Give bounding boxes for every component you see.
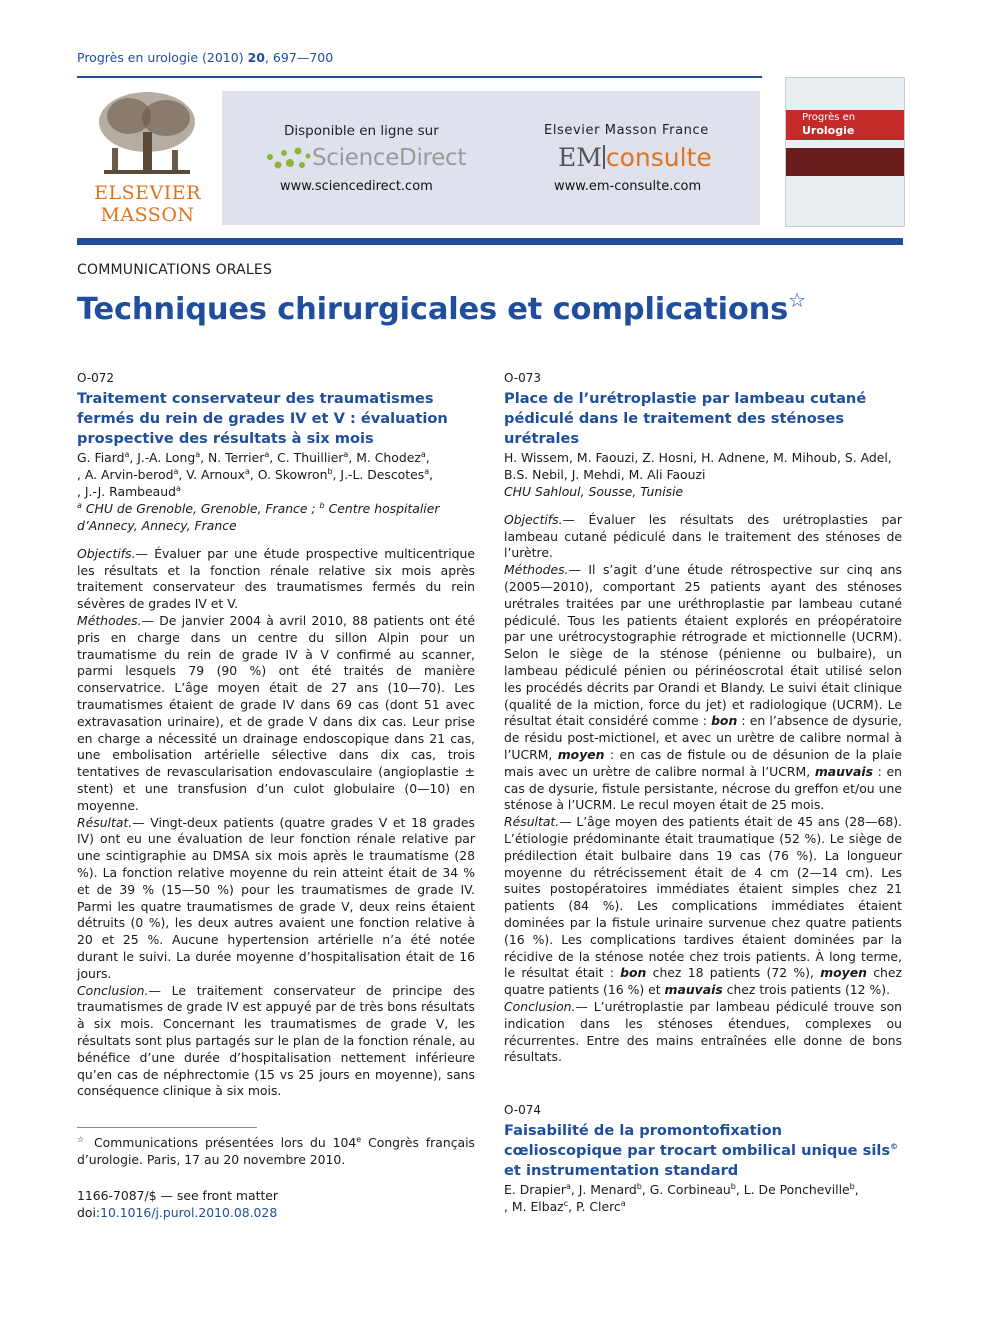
keyword-bon: bon [620, 965, 647, 981]
keyword-mauvais: mauvais [664, 982, 723, 998]
affiliation: CHU de Grenoble, Grenoble, France ; [85, 500, 320, 516]
em-consulte-url[interactable]: www.em-consulte.com [554, 179, 702, 194]
affiliation: Centre hospitalier d’Annecy, Annecy, France [77, 500, 440, 533]
em-logo-bar [603, 145, 605, 169]
methodes-text: : en cas de dysurie, fistule persistante, nécrose du greffon et/ou une sténose à l’UCRM. Le recul moyen était de 25 mois. [504, 763, 903, 813]
abstract-affiliations: CHU Sahloul, Sousse, Tunisie [504, 483, 684, 499]
em-consulte-label: Elsevier Masson France [544, 123, 709, 138]
abstract-authors: H. Wissem, M. Faouzi, Z. Hosni, H. Adnene, M. Mihoub, S. Adel, B.S. Nebil, J. Mehdi, M. Ali Faouzi [504, 449, 892, 482]
elsevier-masson-logo [90, 88, 205, 226]
author: , J.-A. Long [129, 449, 196, 465]
resultat-text: chez 18 patients (72 %), [646, 965, 821, 981]
right-column [504, 370, 902, 1215]
abstract-o073 [504, 370, 902, 1066]
author: , M. Elbaz [504, 1198, 564, 1214]
author: , P. Clerc [568, 1198, 621, 1214]
affiliation-sup: c [563, 1198, 569, 1208]
methodes-label: Méthodes.— [504, 562, 581, 578]
affiliation-sup: a [264, 449, 270, 459]
sciencedirect-label: Disponible en ligne sur [284, 123, 439, 139]
footnote [77, 1134, 475, 1168]
affiliation-sup: a [124, 449, 130, 459]
em-consulte-logo [558, 143, 712, 172]
title-footnote-mark[interactable]: ☆ [788, 288, 806, 312]
cover-title-line-2: Urologie [802, 124, 855, 137]
objectifs-text: Évaluer les résultats des urétroplasties par lambeau cutané pédiculé dans le traitement des sténoses de l’urètre. [504, 511, 902, 561]
abstract-title: Traitement conservateur des traumatismes fermés du rein de grades IV et V : évaluation prospective des résultats à six mois [77, 389, 448, 447]
affiliation-sup: a [244, 466, 250, 476]
affiliation-sup: b [730, 1181, 736, 1191]
abstract-o072 [77, 370, 475, 1100]
front-matter-info [77, 1187, 278, 1221]
author: , C. Thuillier [269, 449, 344, 465]
resultat-text: chez quatre patients (16 %) et [504, 965, 902, 998]
affiliation-sup: a [77, 500, 82, 510]
affiliation-sup: a [565, 1181, 571, 1191]
author: , J.-J. Rambeaud [77, 483, 176, 499]
abstract-title-text: et instrumentation standard [504, 1161, 739, 1179]
abstract-code: O-074 [504, 1103, 542, 1118]
author: , N. Terrier [200, 449, 265, 465]
header-rule-top [77, 76, 762, 78]
journal-pages: , 697—700 [264, 50, 334, 65]
elsevier-tree-icon [94, 88, 200, 180]
methodes-label: Méthodes.— [77, 612, 154, 628]
journal-name: Progrès en urologie (2010) [77, 50, 244, 65]
sciencedirect-wordmark: ScienceDirect [312, 145, 467, 171]
doi-prefix: doi: [77, 1205, 101, 1220]
affiliation-sup: a [173, 466, 179, 476]
abstract-o074 [504, 1102, 902, 1215]
affiliation-sup: a [424, 466, 430, 476]
affiliation-sup: b [319, 500, 325, 510]
affiliation-sup: a [195, 449, 201, 459]
conclusion-label: Conclusion.— [504, 998, 588, 1014]
footnote-text: Communications présentées lors du 104 [87, 1135, 357, 1150]
affiliation-sup: b [636, 1181, 642, 1191]
elsevier-wordmark: ELSEVIER [94, 182, 201, 204]
section-label: COMMUNICATIONS ORALES [77, 262, 273, 278]
affiliation-sup: b [327, 466, 333, 476]
doi-link[interactable]: 10.1016/j.purol.2010.08.028 [100, 1205, 278, 1220]
journal-reference[interactable] [77, 50, 333, 65]
keyword-bon: bon [711, 713, 738, 729]
methodes-text: : en l’absence de dysurie, de résidu post-mictionel, et avec un urètre de calibre normal à l’UCRM, [504, 713, 902, 762]
resultat-text: chez trois patients (12 %). [722, 982, 891, 998]
author: , A. Arvin-berod [77, 466, 174, 482]
resultat-paragraph [77, 815, 475, 983]
methodes-paragraph [77, 613, 475, 815]
masson-wordmark: MASSON [100, 204, 195, 226]
conclusion-text: Le traitement conservateur de principe des traumatismes de grade IV est appuyé par de très bons résultats à six mois. Concernant les traumatismes de grade V, les résultats sont plus partagés sur le plan de la fonction rénale, au bénéfice d’une durée d’hospitalisation nettement inférieure qu’en cas de néphrectomie (15 vs 25 jours en moyenne), sans conséquence clinique à six mois. [77, 982, 475, 1099]
affiliation-sup: a [175, 483, 181, 493]
online-availability-panel [222, 91, 760, 225]
affiliation-sup: b [849, 1181, 855, 1191]
author: E. Drapier [504, 1181, 566, 1197]
journal-volume: 20 [247, 50, 265, 65]
em-logo-consulte: consulte [605, 143, 712, 172]
footnote-text: Congrès français d’urologie. Paris, 17 au 20 novembre 2010. [77, 1135, 476, 1167]
author: , M. Chodez [348, 449, 421, 465]
sciencedirect-url[interactable]: www.sciencedirect.com [280, 179, 433, 194]
footnote-ordinal: e [356, 1134, 362, 1144]
conclusion-paragraph [77, 983, 475, 1101]
abstract-title-text: Faisabilité de la promontofixation cœlioscopique par trocart ombilical unique sils [504, 1121, 891, 1159]
header-rule-bottom [77, 238, 903, 245]
affiliation-sup: a [420, 449, 426, 459]
abstract-body [504, 512, 902, 1066]
em-logo-em: EM [558, 143, 602, 172]
methodes-text: : en cas de fistule ou de désunion de la plaie mais avec un urètre de calibre normal à l’UCRM, [504, 746, 902, 779]
cover-image-band [786, 148, 904, 176]
conclusion-label: Conclusion.— [77, 982, 161, 998]
author: , L. De Poncheville [735, 1181, 850, 1197]
author: , G. Corbineau [641, 1181, 731, 1197]
resultat-paragraph [504, 814, 902, 999]
methodes-text: De janvier 2004 à avril 2010, 88 patients ont été pris en charge dans un centre du sillon Alpin pour un traumatisme du rein de grade IV à V confirmé au scanner, parmi lesquels 79 (90 %) ont été traités de manière conservatrice. L’âge moyen était de 27 ans (10—70). Les traumatismes étaient de grade IV dans 69 cas (dont 51 avec extravasation urinaire), et de grade V dans dix cas. Leur prise en charge a nécessité un drainage endoscopique dans 21 cas, une embolisation artérielle sélective dans dix cas, trois tentatives de revascularisation endovasculaire (angioplastie ± stent) et une transfusion d’un culot globulaire (0—10) en moyenne. [77, 612, 475, 813]
keyword-moyen: moyen [557, 746, 605, 762]
resultat-label: Résultat.— [504, 814, 572, 830]
affiliation-sup: a [620, 1198, 626, 1208]
author: G. Fiard [77, 449, 125, 465]
conclusion-paragraph [504, 999, 902, 1066]
methodes-text: Il s’agit d’une étude rétrospective sur cinq ans (2005—2010), comportant 25 patients ayant des sténoses urétrales traitées par une uréthroplastie par lambeau cutané pédiculé. Tous les patients étaient explorés en préopératoire par une urétrocystographie rétrograde et mictionnelle (UCRM). Selon le siège de la sténose (pénienne ou bulbaire), un lambeau pédiculé pénien ou périnéoscrotal était utilisé selon les procédés décrits par Orandi et Blandy. Le suivi était clinique (qualité de la miction, force du jet) et radiologique (UCRM). Le résultat était considéré comme : [504, 562, 902, 729]
author: , J. Menard [570, 1181, 637, 1197]
abstract-authors: G. Fiard$^a$, J.-A. Long$^a$, N. Terrier$^a$, C. Thuillier$^a$, M. Chodez$^a$, , A. Arvin-berod$^a$, V. Arnoux$^a$, O. Skowron$^b$, J.-L. Descotes$^a$, , J.-J. Rambeaud$^a$ [77, 449, 434, 499]
objectifs-paragraph [77, 546, 475, 613]
journal-cover-thumbnail[interactable] [785, 77, 905, 227]
page-title [77, 288, 806, 327]
abstract-body [77, 546, 475, 1100]
resultat-text: L’âge moyen des patients était de 45 ans (28—68). L’étiologie prédominante était traumatique (52 %). Le siège de prédilection était bulbaire dans 19 cas (76 %). La longueur moyenne du rétrécissement était de 4 cm (2—14 cm). Les suites postopératoires immédiates étaient simples chez 21 patients (84 %). Les complications immédiates étaient dominées par la fistule urinaire survenue chez quatre patients (16 %). Les complications tardives étaient dominées par la récidive de la sténose notée chez trois patients. À long terme, le résultat était : [504, 814, 902, 981]
objectifs-text: Évaluer par une étude prospective multicentrique les résultats et la fonction rénale relative six mois après traitement conservateur des traumatismes fermés du rein sévères de grades IV et V. [77, 545, 475, 612]
doi-line [77, 1204, 278, 1221]
abstract-title: Place de l’urétroplastie par lambeau cutané pédiculé dans le traitement des sténoses urétrales [504, 389, 867, 447]
resultat-label: Résultat.— [77, 814, 145, 830]
methodes-paragraph [504, 562, 902, 814]
resultat-text: Vingt-deux patients (quatre grades V et 18 grades IV) ont eu une évaluation de leur fonction rénale relative par une scintigraphie au DMSA six mois après le traumatisme (28 %). La fonction relative moyenne du rein atteint était de 34 % et de 39 % (15—50 %) pour les traumatismes de grade IV. Parmi les quatre traumatismes de grade V, deux reins étaient détruits (0 %), les deux autres avaient une fonction relative à 20 et 25 %. Aucune hypertension artérielle n’a été notée durant le suivi. La durée moyenne d’hospitalisation était de 16 jours. [77, 814, 475, 981]
objectifs-label: Objectifs.— [504, 511, 575, 527]
copyright-mark: © [890, 1142, 899, 1152]
keyword-mauvais: mauvais [814, 763, 873, 779]
abstract-affiliations [77, 500, 475, 534]
abstract-authors: E. Drapier$^a$, J. Menard$^b$, G. Corbineau$^b$, L. De Poncheville$^b$, , M. Elbaz$^c$, P. Clerc$^a$ [504, 1181, 859, 1214]
footnote-rule [77, 1127, 257, 1128]
objectifs-paragraph [504, 512, 902, 562]
author: , V. Arnoux [178, 466, 245, 482]
affiliation-sup: a [343, 449, 349, 459]
issn-line: 1166-7087/$ — see front matter [77, 1188, 279, 1203]
footnote-mark: ☆ [77, 1134, 88, 1144]
abstract-title [504, 1121, 902, 1181]
conclusion-text: L’urétroplastie par lambeau pédiculé trouve son indication dans les sténoses étendues, complexes ou récurrentes. Entre des mains entraînées elle donne de bons résultats. [504, 998, 902, 1065]
objectifs-label: Objectifs.— [77, 545, 148, 561]
keyword-moyen: moyen [820, 965, 867, 981]
page-title-text: Techniques chirurgicales et complications [77, 292, 789, 327]
cover-title-line-1: Progrès en [802, 112, 856, 123]
abstract-code: O-072 [77, 371, 115, 385]
author: , O. Skowron [249, 466, 328, 482]
abstract-code: O-073 [504, 371, 542, 385]
author: , J.-L. Descotes [332, 466, 425, 482]
